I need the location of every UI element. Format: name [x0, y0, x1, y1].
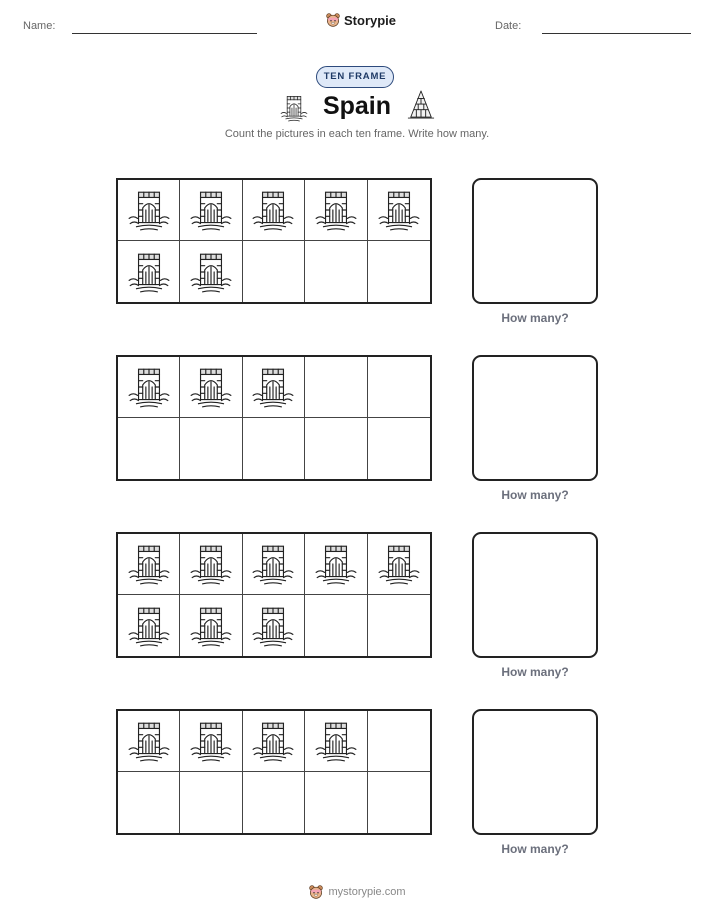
ten-frame-cell — [368, 241, 430, 302]
ten-frame-cell — [368, 711, 430, 772]
ten-frame-cell — [305, 241, 367, 302]
stone-gate-icon — [376, 541, 422, 587]
ten-frame-cell — [243, 711, 305, 772]
ten-frame-cell — [243, 357, 305, 418]
ten-frame-cell — [118, 357, 180, 418]
ten-frame-cell — [118, 180, 180, 241]
stone-gate-icon — [250, 603, 296, 649]
ten-frame-cell — [180, 595, 242, 656]
ten-frame-cell — [118, 241, 180, 302]
stone-gate-icon — [250, 718, 296, 764]
bear-icon — [308, 884, 324, 900]
brand-name: Storypie — [344, 12, 397, 28]
stone-gate-icon — [250, 364, 296, 410]
ten-frame-cell — [180, 418, 242, 479]
ten-frame-cell — [180, 772, 242, 833]
how-many-label-3: How many? — [501, 665, 569, 679]
ten-frame-cell — [305, 418, 367, 479]
ten-frame-1 — [116, 178, 432, 304]
stone-gate-icon — [126, 187, 172, 233]
stone-gate-icon — [250, 541, 296, 587]
ten-frame-2 — [116, 355, 432, 481]
stone-gate-icon — [126, 249, 172, 295]
footer — [0, 884, 714, 900]
stone-gate-icon — [126, 603, 172, 649]
date-label: Date: — [495, 20, 522, 32]
ten-frame-cell — [180, 534, 242, 595]
page-title: Spain — [322, 92, 392, 120]
stone-gate-icon — [188, 718, 234, 764]
ten-frame-cell — [243, 418, 305, 479]
stone-gate-icon — [126, 541, 172, 587]
ten-frame-cell — [305, 357, 367, 418]
ten-frame-cell — [305, 595, 367, 656]
answer-box-4[interactable] — [472, 709, 598, 835]
stone-gate-icon — [126, 364, 172, 410]
stone-gate-icon — [188, 364, 234, 410]
stone-pyramid-icon — [407, 89, 435, 121]
ten-frame-badge: TEN FRAME — [316, 66, 394, 88]
footer-url[interactable]: mystorypie.com — [328, 886, 406, 898]
answer-box-3[interactable] — [472, 532, 598, 658]
stone-gate-icon — [313, 718, 359, 764]
ten-frame-cell — [118, 772, 180, 833]
ten-frame-cell — [180, 241, 242, 302]
ten-frame-cell — [305, 180, 367, 241]
stone-gate-icon — [376, 187, 422, 233]
ten-frame-cell — [243, 241, 305, 302]
ten-frame-cell — [180, 180, 242, 241]
name-label: Name: — [23, 20, 56, 32]
stone-gate-icon — [313, 541, 359, 587]
how-many-label-2: How many? — [501, 488, 569, 502]
stone-gate-icon — [188, 603, 234, 649]
ten-frame-cell — [368, 534, 430, 595]
date-line[interactable] — [542, 33, 691, 34]
stone-gate-icon — [126, 718, 172, 764]
ten-frame-cell — [118, 418, 180, 479]
stone-gate-icon — [188, 541, 234, 587]
ten-frame-cell — [368, 772, 430, 833]
stone-gate-icon — [188, 187, 234, 233]
bear-icon — [325, 12, 341, 28]
ten-frame-cell — [180, 357, 242, 418]
ten-frame-cell — [118, 711, 180, 772]
storypie-logo — [325, 12, 396, 28]
answer-box-2[interactable] — [472, 355, 598, 481]
ten-frame-cell — [243, 595, 305, 656]
answer-box-1[interactable] — [472, 178, 598, 304]
ten-frame-cell — [118, 595, 180, 656]
ten-frame-cell — [305, 711, 367, 772]
ten-frame-cell — [180, 711, 242, 772]
ten-frame-cell — [243, 772, 305, 833]
ten-frame-cell — [243, 180, 305, 241]
ten-frame-cell — [368, 357, 430, 418]
ten-frame-3 — [116, 532, 432, 658]
ten-frame-cell — [305, 534, 367, 595]
ten-frame-cell — [305, 772, 367, 833]
ten-frame-cell — [368, 595, 430, 656]
ten-frame-4 — [116, 709, 432, 835]
ten-frame-cell — [368, 418, 430, 479]
stone-gate-icon — [313, 187, 359, 233]
ten-frame-cell — [118, 534, 180, 595]
how-many-label-1: How many? — [501, 311, 569, 325]
how-many-label-4: How many? — [501, 842, 569, 856]
ten-frame-cell — [243, 534, 305, 595]
name-line[interactable] — [72, 33, 257, 34]
stone-gate-icon — [188, 249, 234, 295]
instruction-text: Count the pictures in each ten frame. Write how many. — [224, 128, 490, 140]
stone-gate-icon — [250, 187, 296, 233]
ten-frame-cell — [368, 180, 430, 241]
